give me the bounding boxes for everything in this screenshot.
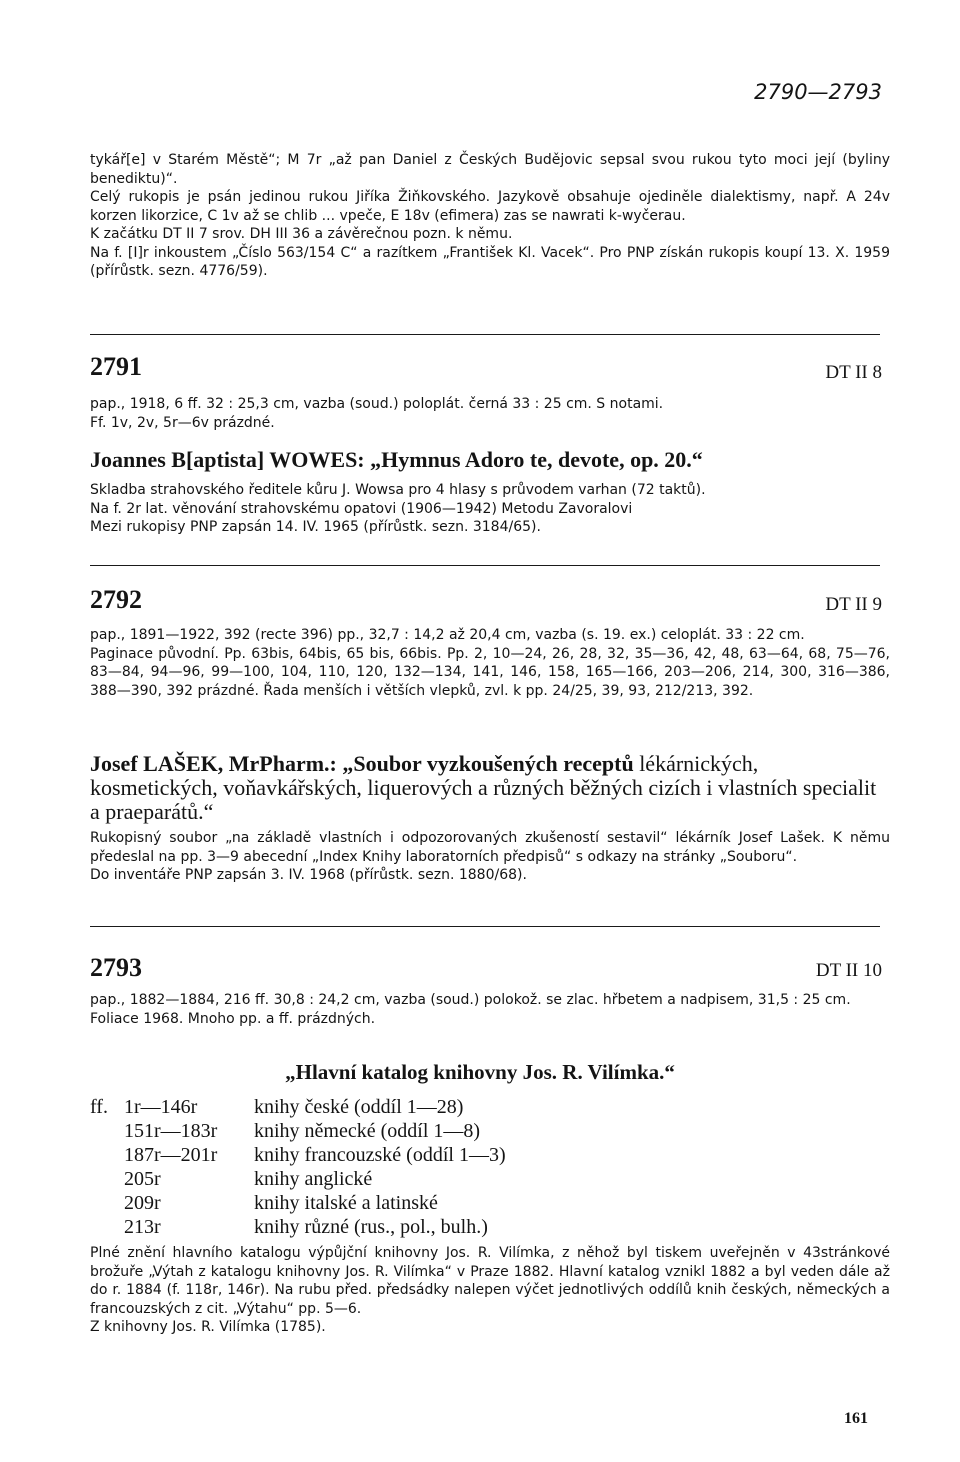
contents-range: 209r bbox=[124, 1192, 161, 1214]
contents-desc: knihy francouzské (oddíl 1—3) bbox=[254, 1144, 506, 1166]
contents-row bbox=[90, 1168, 506, 1192]
entry-notes bbox=[90, 829, 890, 885]
contents-desc: knihy italské a latinské bbox=[254, 1192, 438, 1214]
contents-range: 151r—183r bbox=[124, 1120, 218, 1142]
note-line: Z knihovny Jos. R. Vilímka (1785). bbox=[90, 1319, 326, 1335]
continuation-line: Celý rukopis je psán jedinou rukou Jiříka Žiňkovského. Jazykově obsahuje ojediněle dialektismy, např. A 24v korzen likorzice, C 1v až se chlib ... vpeče, E 18v (efimera) zas se nawrati k-wyčerau. bbox=[90, 189, 890, 224]
shelf-signature: DT II 8 bbox=[825, 362, 882, 383]
contents-prefix bbox=[90, 1120, 124, 1144]
shelf-signature: DT II 9 bbox=[825, 594, 882, 615]
section-divider bbox=[90, 565, 880, 566]
section-divider bbox=[90, 334, 880, 335]
entry-title: „Hlavní katalog knihovny Jos. R. Vilímka.“ bbox=[285, 1060, 675, 1084]
continuation-line: Na f. [I]r inkoustem „Číslo 563/154 C“ a razítkem „František Kl. Vacek“. Pro PNP získán rukopis koupí 13. X. 1959 (přírůstk. sezn. 4776/59). bbox=[90, 244, 890, 279]
description-line: pap., 1891—1922, 392 (recte 396) pp., 32,7 : 14,2 až 20,4 cm, vazba (s. 19. ex.) celoplát. 33 : 22 cm. bbox=[90, 627, 805, 643]
page-range-header: 2790—2793 bbox=[754, 80, 882, 104]
entry-number: 2791 bbox=[90, 352, 142, 381]
continuation-line: tykář[e] v Starém Městě“; M 7r „až pan Daniel z Českých Budějovic sepsal svou rukou tyto moci její (byliny benediktu)“. bbox=[90, 152, 890, 187]
contents-desc: knihy české (oddíl 1—28) bbox=[254, 1096, 464, 1118]
contents-prefix bbox=[90, 1144, 124, 1168]
contents-row bbox=[90, 1144, 506, 1168]
entry-description bbox=[90, 991, 890, 1028]
description-line: Ff. 1v, 2v, 5r—6v prázdné. bbox=[90, 414, 275, 431]
contents-row bbox=[90, 1216, 506, 1240]
contents-row bbox=[90, 1120, 506, 1144]
contents-row bbox=[90, 1096, 506, 1120]
contents-prefix bbox=[90, 1216, 124, 1240]
continuation-line: K začátku DT II 7 srov. DH III 36 a závěrečnou pozn. k němu. bbox=[90, 226, 513, 242]
shelf-signature: DT II 10 bbox=[815, 960, 882, 981]
entry-number: 2793 bbox=[90, 953, 142, 982]
note-line: Rukopisný soubor „na základě vlastních i odpozorovaných zkušeností sestavil“ lékárník Josef Lašek. K němu předeslal na pp. 3—9 abecední „Index Knihy laboratorních předpisů“ s odkazy na stránky „Souboru“. bbox=[90, 830, 890, 865]
entry-description bbox=[90, 626, 890, 700]
contents-desc: knihy anglické bbox=[254, 1168, 373, 1190]
entry-title-rest: lékárnických, kosmetických, voňavkářských, liquerových a různých běžných cizích i vlastních specialit a praeparátů.“ bbox=[90, 751, 877, 824]
description-line: Paginace původní. Pp. 63bis, 64bis, 65 bis, 66bis. Pp. 2, 10—24, 26, 28, 32, 35—36, 42, 48, 63—64, 68, 75—76, 83—84, 94—96, 99—100, 104, 110, 120, 132—134, 141, 146, 158, 165—166, 203—206, 214, 300, 316—386, 388—390, 392 prázdné. Řada menších i větších vlepků, zvl. k pp. 24/25, 39, 93, 212/213, 392. bbox=[90, 645, 890, 699]
description-line: pap., 1918, 6 ff. 32 : 25,3 cm, vazba (soud.) poloplát. černá 33 : 25 cm. S notami. bbox=[90, 396, 664, 412]
contents-range: 213r bbox=[124, 1216, 161, 1238]
note-line: Plné znění hlavního katalogu výpůjční knihovny Jos. R. Vilímka, z něhož byl tiskem uveřejněn v 43stránkové brožuře „Výtah z katalogu knihovny Jos. R. Vilímka“ v Praze 1882. Hlavní katalog vznikl 1882 a byl veden dále až do r. 1884 (f. 118r, 146r). Na rubu před. předsádky nalepen výčet jednotlivých oddílů knih českých, německých a francouzských z cit. „Výtahu“ pp. 5—6. bbox=[90, 1245, 890, 1317]
description-line: Foliace 1968. Mnoho pp. a ff. prázdných. bbox=[90, 1010, 376, 1027]
contents-prefix bbox=[90, 1192, 124, 1216]
contents-prefix: ff. bbox=[90, 1096, 108, 1118]
entry-title-bold: Josef LAŠEK, MrPharm.: „Soubor vyzkoušených receptů bbox=[90, 751, 634, 776]
entry-number: 2792 bbox=[90, 585, 142, 614]
entry-title bbox=[90, 752, 890, 824]
contents-table bbox=[90, 1096, 506, 1240]
contents-row bbox=[90, 1192, 506, 1216]
entry-title bbox=[90, 448, 890, 472]
contents-range: 187r—201r bbox=[124, 1144, 218, 1166]
contents-desc: knihy německé (oddíl 1—8) bbox=[254, 1120, 481, 1142]
section-divider bbox=[90, 926, 880, 927]
contents-prefix bbox=[90, 1168, 124, 1192]
contents-range: 205r bbox=[124, 1168, 161, 1190]
note-line: Na f. 2r lat. věnování strahovskému opatovi (1906—1942) Metodu Zavoralovi bbox=[90, 500, 633, 517]
entry-notes bbox=[90, 481, 890, 537]
note-line: Do inventáře PNP zapsán 3. IV. 1968 (přírůstk. sezn. 1880/68). bbox=[90, 867, 527, 883]
entry-2790-continuation bbox=[90, 151, 890, 281]
page-number: 161 bbox=[844, 1410, 868, 1427]
entry-title-text: Joannes B[aptista] WOWES: „Hymnus Adoro te, devote, op. 20.“ bbox=[90, 447, 703, 472]
contents-range: 1r—146r bbox=[124, 1096, 198, 1118]
contents-desc: knihy různé (rus., pol., bulh.) bbox=[254, 1216, 488, 1238]
entry-notes bbox=[90, 1244, 890, 1337]
note-line: Skladba strahovského ředitele kůru J. Wowsa pro 4 hlasy s průvodem varhan (72 taktů). bbox=[90, 482, 706, 498]
description-line: pap., 1882—1884, 216 ff. 30,8 : 24,2 cm, vazba (soud.) polokož. se zlac. hřbetem a nadpisem, 31,5 : 25 cm. bbox=[90, 992, 851, 1008]
entry-description bbox=[90, 395, 890, 432]
note-line: Mezi rukopisy PNP zapsán 14. IV. 1965 (přírůstk. sezn. 3184/65). bbox=[90, 519, 541, 535]
